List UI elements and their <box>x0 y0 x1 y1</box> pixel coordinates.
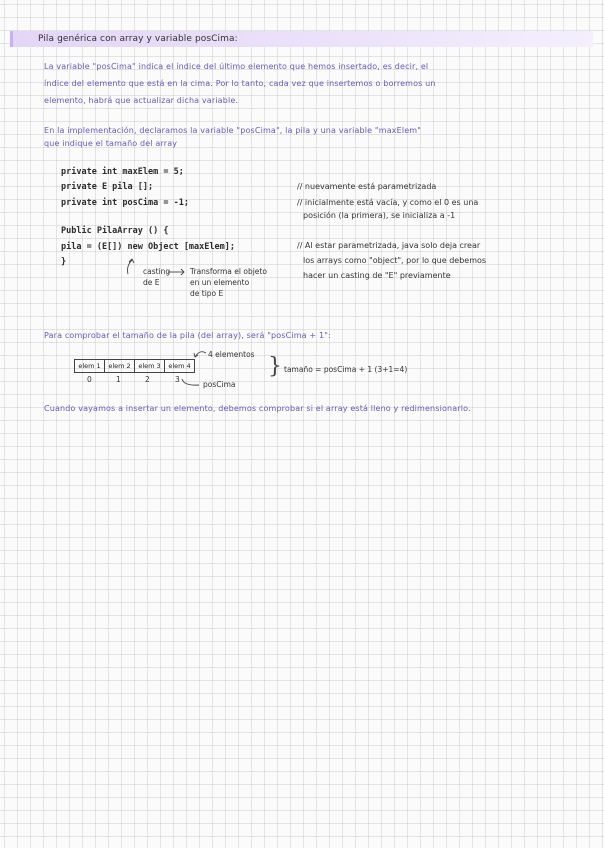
comment-empty-1: // inicialmente está vacía, y como el 0 es una <box>297 198 479 207</box>
intro-line-2: índice del elemento que está en la cima. Por lo tanto, cada vez que insertemos o borremos un <box>44 79 436 88</box>
code-line-pila: private E pila []; <box>61 182 154 192</box>
brace: } <box>268 354 282 379</box>
array-index: 2 <box>145 375 150 384</box>
comment-parametrized: // nuevamente está parametrizada <box>297 182 437 191</box>
size-text: Para comprobar el tamaño de la pila (del array), será "posCima + 1": <box>44 331 331 340</box>
code-line-constructor: Public PilaArray () { <box>61 226 169 236</box>
comment-empty-2: posición (la primera), se inicializa a -1 <box>303 211 456 220</box>
casting-label-1: casting <box>143 267 171 276</box>
page-title: Pila genérica con array y variable posCima: <box>38 34 238 44</box>
comment-generic-1: // Al estar parametrizada, java solo deja crear <box>297 241 481 250</box>
array-cell: elem 1 <box>75 360 105 372</box>
code-line-poscima: private int posCima = -1; <box>61 198 189 208</box>
intro-line-1: La variable "posCima" indica el índice del último elemento que hemos insertado, es decir, el <box>44 62 429 71</box>
casting-label-2: de E <box>143 278 160 287</box>
insert-text: Cuando vayamos a insertar un elemento, debemos comprobar si el array está lleno y redimensionarlo. <box>44 404 471 413</box>
code-line-maxelem: private int maxElem = 5; <box>61 167 184 177</box>
poscima-arrow <box>178 376 202 390</box>
array-index: 1 <box>116 375 121 384</box>
array-index: 3 <box>175 375 180 384</box>
intro-line-3: elemento, habrá que actualizar dicha variable. <box>44 96 239 105</box>
array-index: 0 <box>87 375 92 384</box>
poscima-label: posCima <box>203 380 236 389</box>
size-formula: tamaño = posCima + 1 (3+1=4) <box>284 365 408 374</box>
count-arrow <box>192 347 208 359</box>
casting-desc-1: Transforma el objeto <box>190 267 267 276</box>
impl-line-2: que indique el tamaño del array <box>44 139 178 148</box>
elements-count-label: 4 elementos <box>208 350 255 359</box>
casting-desc-2: en un elemento <box>190 278 250 287</box>
array-diagram <box>74 359 195 373</box>
comment-generic-2: los arrays como "object", por lo que debemos <box>303 256 487 265</box>
array-cell: elem 3 <box>135 360 165 372</box>
impl-line-1: En la implementación, declaramos la variable "posCima", la pila y una variable "maxElem" <box>44 126 422 135</box>
casting-desc-3: de tipo E <box>190 289 224 298</box>
array-cell: elem 2 <box>105 360 135 372</box>
code-line-close: } <box>61 257 67 267</box>
array-cell: elem 4 <box>168 362 191 370</box>
code-line-assignment: pila = (E[]) new Object [maxElem]; <box>61 242 235 252</box>
comment-generic-3: hacer un casting de "E" previamente <box>303 271 451 280</box>
